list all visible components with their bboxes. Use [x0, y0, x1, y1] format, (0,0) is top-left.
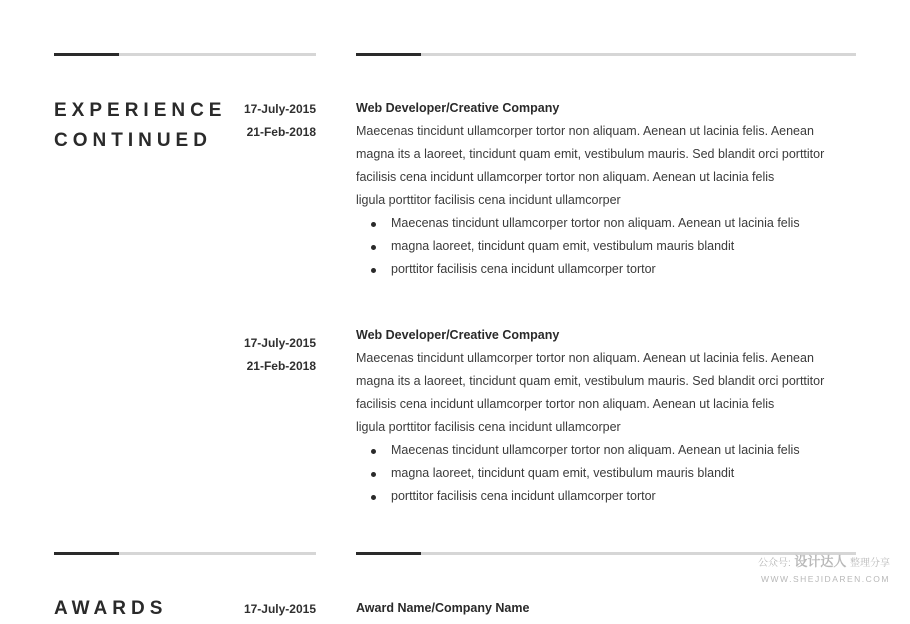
description-line: Maecenas tincidunt ullamcorper tortor non aliquam. Aenean ut lacinia felis. Aenean: [356, 124, 814, 138]
list-item: [391, 485, 851, 508]
entry-2-dates: [230, 332, 316, 377]
description-line: magna its a laoreet, tincidunt quam emit, vestibulum mauris. Sed blandit orci porttitor: [356, 147, 825, 161]
entry-1-end-date: 21-Feb-2018: [246, 124, 316, 139]
description-line: Maecenas tincidunt ullamcorper tortor non aliquam. Aenean ut lacinia felis. Aenean: [356, 351, 814, 365]
watermark-brand: [758, 553, 890, 573]
description-line: ligula porttitor facilisis cena incidunt ullamcorper: [356, 193, 621, 207]
entry-2-role: Web Developer/Creative Company: [356, 328, 560, 342]
list-item-text: Maecenas tincidunt ullamcorper tortor non aliquam. Aenean ut lacinia felis: [391, 216, 800, 230]
list-item: [391, 212, 851, 235]
section-title-line1: EXPERIENCE: [54, 100, 227, 121]
list-item-text: magna laoreet, tincidunt quam emit, vestibulum mauris blandit: [391, 466, 735, 480]
bullet-icon: [371, 245, 376, 250]
watermark-suffix: 整理分享: [850, 558, 890, 569]
description-line: ligula porttitor facilisis cena incidunt ullamcorper: [356, 420, 621, 434]
experience-entry-2: [356, 324, 851, 508]
right-divider-accent: [356, 53, 421, 56]
awards-section-title: AWARDS: [54, 598, 168, 619]
list-item: [391, 462, 851, 485]
bullet-icon: [371, 268, 376, 273]
experience-section-title: [54, 96, 226, 156]
right-divider-bottom-accent: [356, 552, 421, 555]
awards-start-date: 17-July-2015: [243, 602, 316, 616]
right-divider-top: [356, 53, 856, 56]
bullet-icon: [371, 495, 376, 500]
entry-2-end-date: 21-Feb-2018: [246, 358, 316, 373]
entry-1-start-date: 17-July-2015: [243, 102, 316, 116]
watermark: [758, 553, 890, 585]
watermark-name: 设计达人: [794, 554, 847, 569]
list-item-text: porttitor facilisis cena incidunt ullamcorper tortor: [391, 489, 656, 503]
section-title-line2: CONTINUED: [54, 130, 212, 151]
list-item-text: magna laoreet, tincidunt quam emit, vestibulum mauris blandit: [391, 239, 735, 253]
description-line: magna its a laoreet, tincidunt quam emit, vestibulum mauris. Sed blandit orci porttitor: [356, 374, 825, 388]
bullet-icon: [371, 472, 376, 477]
awards-entry-role: [356, 597, 851, 620]
left-divider-top: [54, 53, 316, 56]
entry-1-dates: [230, 98, 316, 143]
bullet-icon: [371, 222, 376, 227]
entry-1-description: [356, 120, 851, 212]
entry-1-bullet-list: [356, 212, 851, 281]
description-line: facilisis cena incidunt ullamcorper tortor non aliquam. Aenean ut lacinia felis: [356, 397, 775, 411]
list-item: [391, 439, 851, 462]
left-divider-bottom-accent: [54, 552, 119, 555]
left-divider-accent: [54, 53, 119, 56]
description-line: facilisis cena incidunt ullamcorper tortor non aliquam. Aenean ut lacinia felis: [356, 170, 775, 184]
bullet-icon: [371, 449, 376, 454]
awards-role: Award Name/Company Name: [356, 601, 530, 615]
entry-2-description: [356, 347, 851, 439]
entry-2-start-date: 17-July-2015: [243, 336, 316, 350]
left-divider-bottom: [54, 552, 316, 555]
list-item-text: Maecenas tincidunt ullamcorper tortor non aliquam. Aenean ut lacinia felis: [391, 443, 800, 457]
list-item-text: porttitor facilisis cena incidunt ullamcorper tortor: [391, 262, 656, 276]
experience-entry-1: [356, 97, 851, 281]
entry-2-bullet-list: [356, 439, 851, 508]
watermark-prefix: 公众号:: [757, 558, 791, 569]
list-item: [391, 258, 851, 281]
list-item: [391, 235, 851, 258]
watermark-url: WWW.SHEJIDAREN.COM: [761, 574, 890, 584]
entry-1-role: Web Developer/Creative Company: [356, 101, 560, 115]
